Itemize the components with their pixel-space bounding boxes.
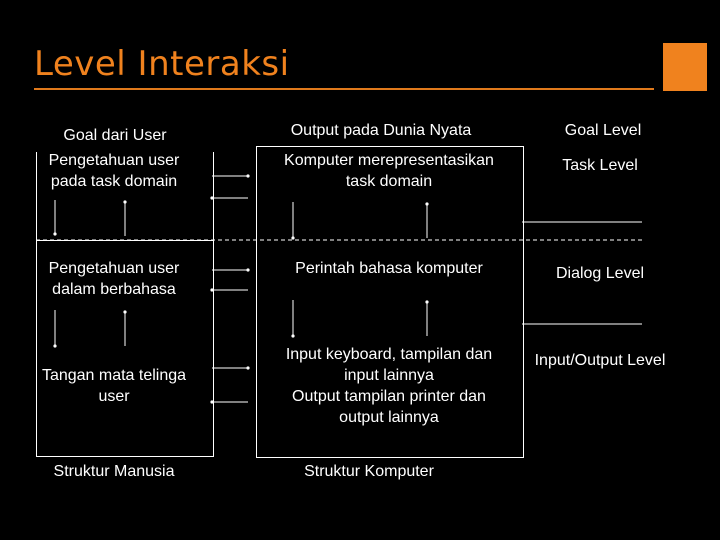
computer-output-label: Output pada Dunia Nyata <box>290 122 472 139</box>
human-task-knowledge-label: Pengetahuan user pada task domain <box>48 152 180 190</box>
io-level-label: Input/Output Level <box>534 352 666 369</box>
slide-title: Level Interaksi <box>34 44 290 84</box>
human-language-knowledge-label: Pengetahuan user dalam berbahasa <box>48 260 180 298</box>
dialog-level-label: Dialog Level <box>555 265 645 282</box>
task-level-label: Task Level <box>562 157 638 174</box>
goal-level-label: Goal Level <box>564 122 642 139</box>
computer-io-label: Input keyboard, tampilan dan input lainnya Output tampilan printer dan output lainnya <box>285 346 493 426</box>
computer-structure-label: Struktur Komputer <box>304 463 434 480</box>
human-structure-label: Struktur Manusia <box>53 463 175 480</box>
human-io-label: Tangan mata telinga user <box>41 367 187 405</box>
human-goal-label: Goal dari User <box>63 127 167 144</box>
computer-command-label: Perintah bahasa komputer <box>295 260 483 277</box>
computer-representation-label: Komputer merepresentasikan task domain <box>284 152 494 190</box>
